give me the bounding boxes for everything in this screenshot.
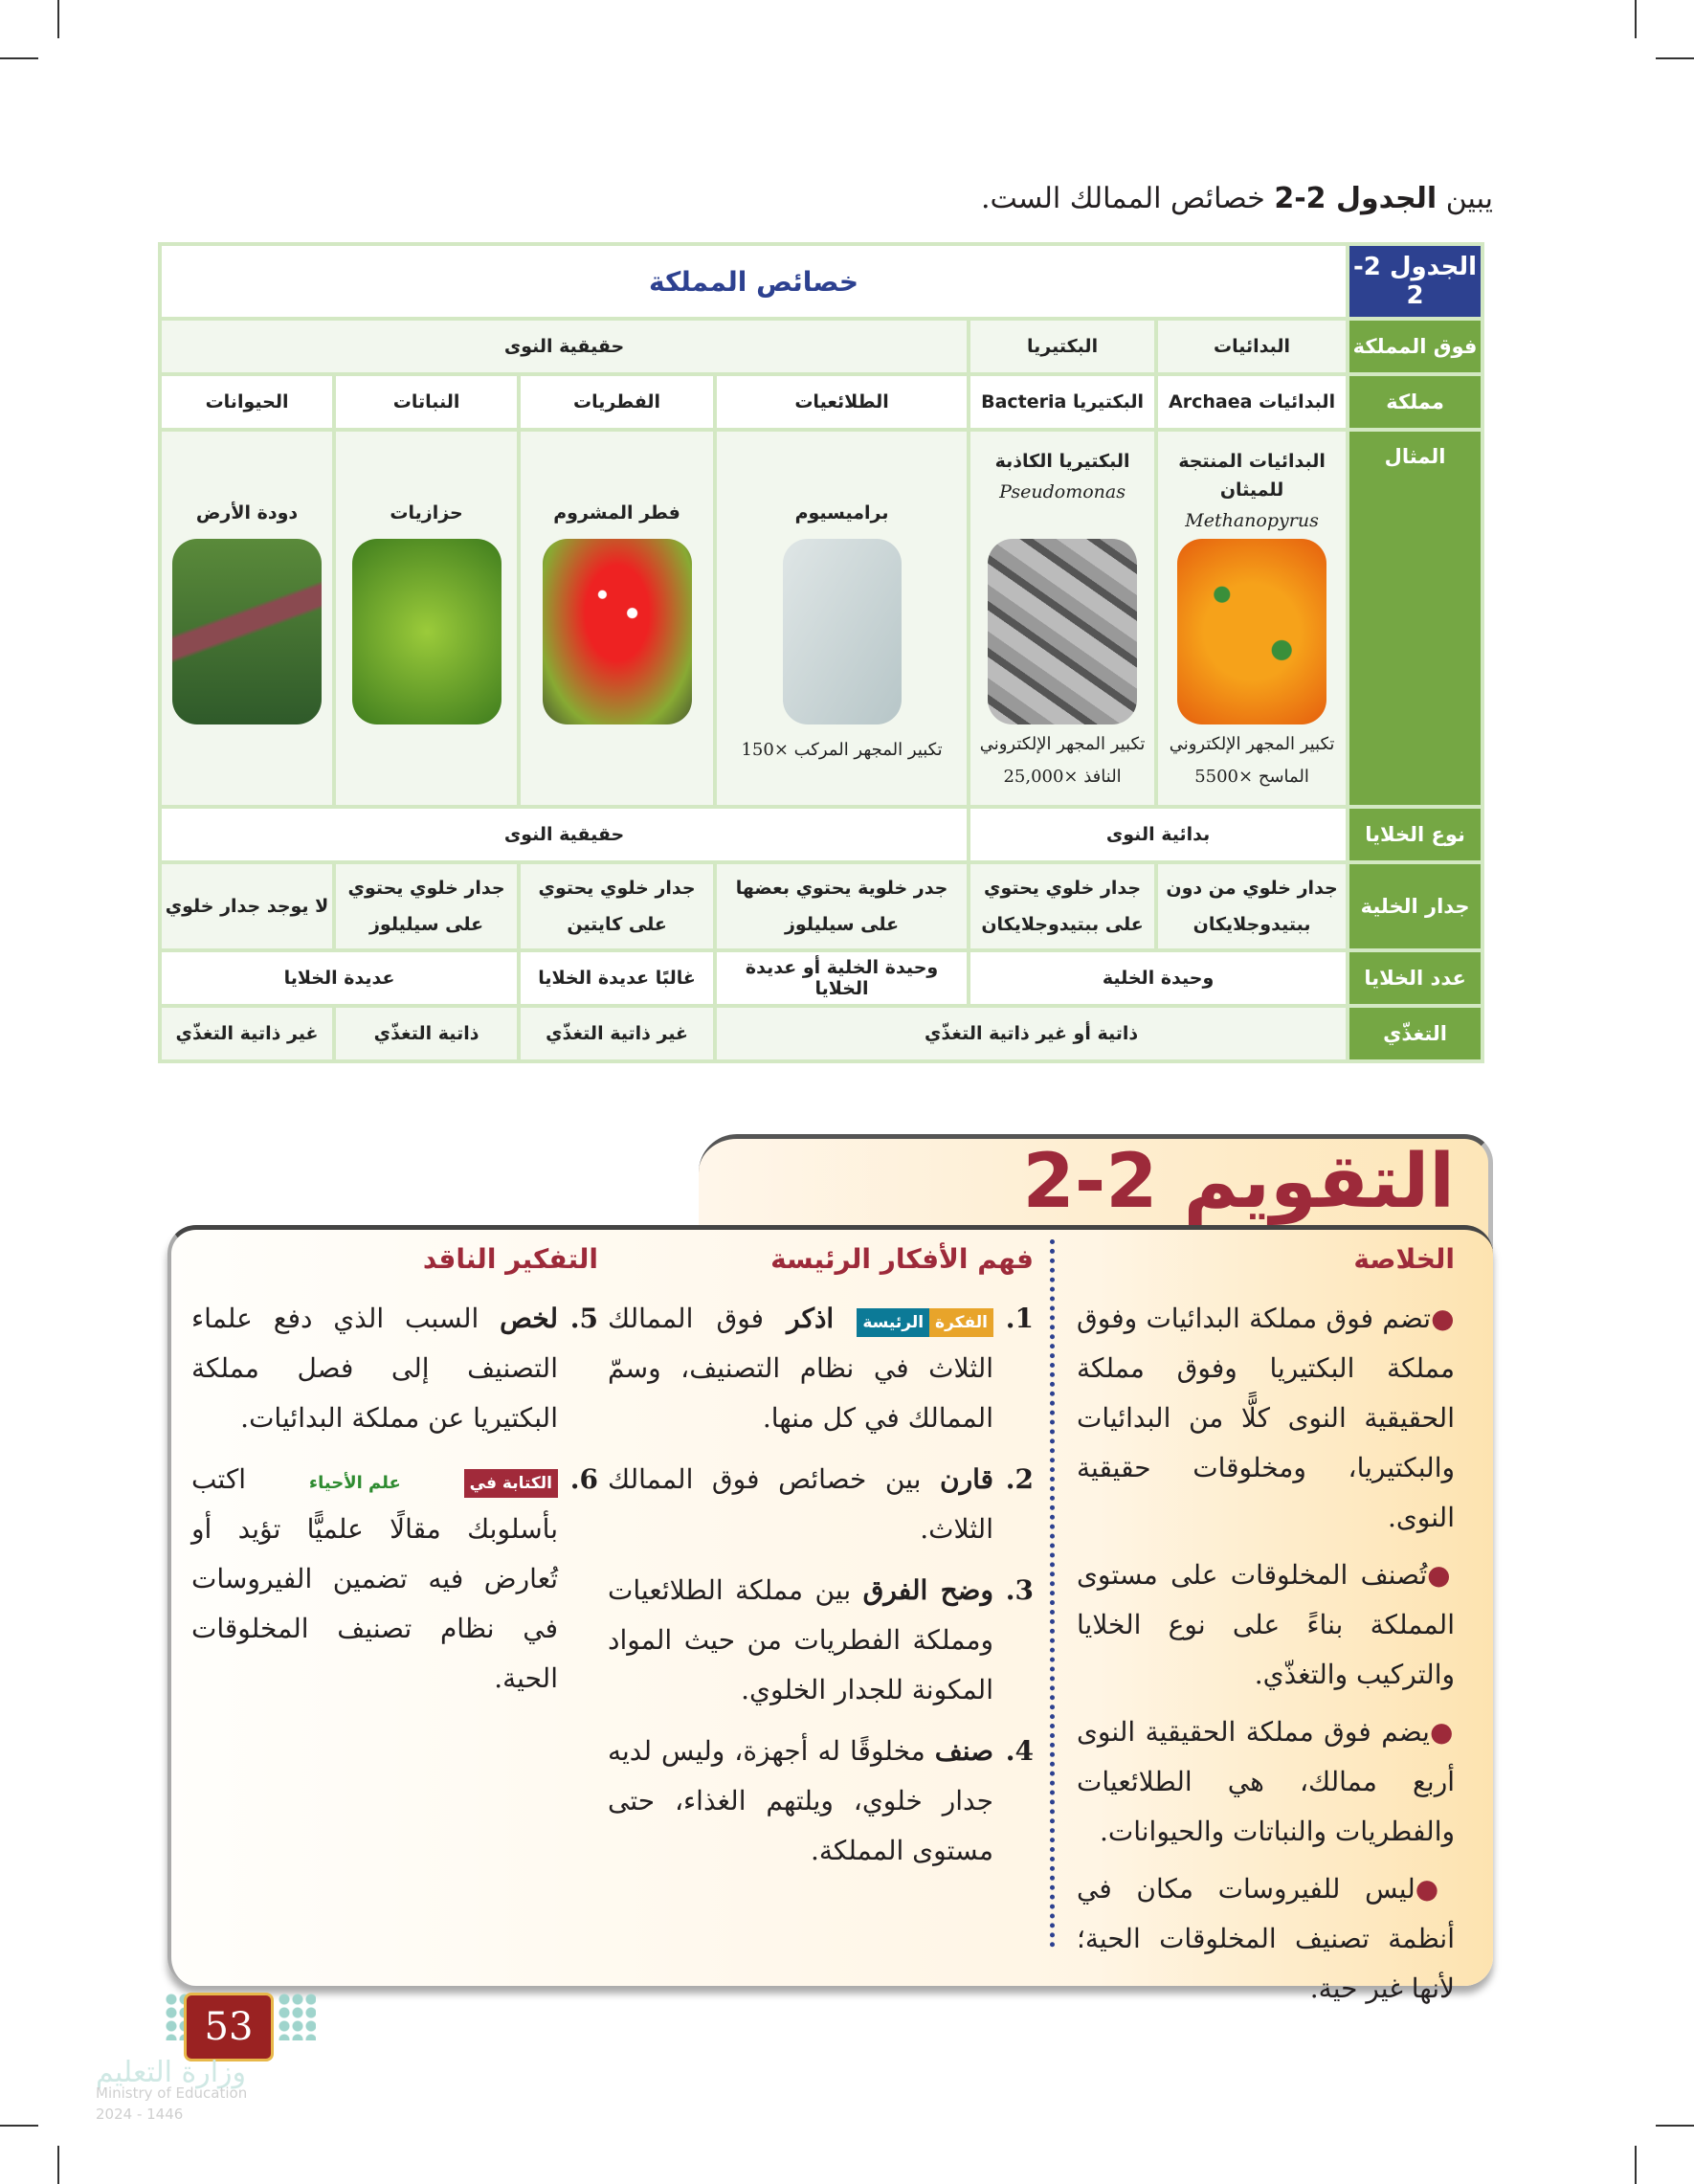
main-idea-badge: الفكرة	[929, 1308, 993, 1337]
pseudomonas-photo	[988, 539, 1137, 724]
ministry-name: Ministry of Education	[96, 2084, 248, 2102]
cell: جدار خلوي يحتوي على ببتيدوجلايكان	[969, 862, 1156, 950]
crop-mark	[1656, 57, 1694, 59]
example-name: البدائيات المنتجة للميثان	[1178, 451, 1326, 501]
cell: غالبًا عديدة الخلايا	[519, 950, 715, 1006]
question-number: 2.	[1005, 1463, 1034, 1495]
main-ideas-heading: فهم الأفكار الرئيسة	[770, 1243, 1034, 1275]
cell: ذاتية أو غير ذاتية التغذّي	[715, 1006, 1348, 1061]
moss-photo	[352, 539, 502, 724]
magnification-caption: تكبير المجهر الإلكتروني النافذ ×25,000	[979, 734, 1146, 787]
cell: الفطريات	[519, 374, 715, 430]
bullet-text: ليس للفيروسات مكان في أنظمة تصنيف المخلوقات الحية؛ لأنها غير حية.	[1077, 1873, 1455, 2004]
crop-mark	[57, 2146, 59, 2184]
example-cell	[160, 430, 334, 807]
example-name: براميسيوم	[794, 502, 889, 524]
magnification-caption: تكبير المجهر المركب ×150	[741, 740, 943, 760]
assessment-section	[167, 1134, 1493, 2004]
ministry-logo-text: وزارة التعليم	[96, 2056, 247, 2089]
bullet-text: تضم فوق مملكة البدائيات وفوق مملكة البكتيريا وفوق مملكة الحقيقية النوى كلًّا من البدائيات والبكتيريا، ومخلوقات حقيقية النوى.	[1077, 1303, 1455, 1533]
cell: جدار خلوي يحتوي على سيليلوز	[334, 862, 519, 950]
summary-bullet: ●تضم فوق مملكة البدائيات وفوق مملكة البكتيريا وفوق مملكة الحقيقية النوى كلًّا من البدائيات والبكتيريا، ومخلوقات حقيقية النوى.	[1077, 1303, 1455, 1533]
example-scientific-name: Methanopyrus	[1185, 510, 1319, 531]
example-scientific-name: Pseudomonas	[999, 481, 1126, 502]
edition-year: 2024 - 1446	[96, 2106, 184, 2123]
cell: غير ذاتية التغذّي	[160, 1006, 334, 1061]
summary-bullet: ●ليس للفيروسات مكان في أنظمة تصنيف المخلوقات الحية؛ لأنها غير حية.	[1077, 1873, 1455, 2004]
cell: عديدة الخلايا	[160, 950, 519, 1006]
cell: الطلائعيات	[715, 374, 969, 430]
intro-text: خصائص الممالك الست.	[980, 182, 1275, 215]
critical-thinking-column	[191, 1235, 598, 1715]
example-name: البكتيريا الكاذبة	[994, 451, 1130, 472]
cell: غير ذاتية التغذّي	[519, 1006, 715, 1061]
summary-heading: الخلاصة	[1353, 1243, 1455, 1275]
cell: البدائيات	[1156, 319, 1348, 374]
row-label-nutrition: التغذّي	[1348, 1006, 1482, 1061]
intro-text: يبين	[1437, 182, 1493, 215]
main-idea-badge: الرئيسة	[857, 1308, 929, 1337]
question-text: بين خصائص فوق الممالك الثلاث.	[608, 1463, 993, 1545]
cell: البكتيريا Bacteria	[969, 374, 1156, 430]
example-name: حزازيات	[390, 502, 463, 524]
crop-mark	[1656, 2125, 1694, 2127]
question-verb: لخص	[500, 1303, 558, 1334]
table-title: خصائص المملكة	[160, 244, 1348, 319]
crop-mark	[57, 0, 59, 38]
example-name: دودة الأرض	[195, 502, 299, 524]
row-label-cell-type: نوع الخلايا	[1348, 807, 1482, 862]
page-number: 53	[184, 1993, 274, 2061]
earthworm-photo	[172, 539, 322, 724]
question-number: 5.	[569, 1303, 598, 1334]
table-label: الجدول 2-2	[1348, 244, 1482, 319]
question	[608, 1294, 1034, 1443]
magnification-caption: تكبير المجهر الإلكتروني الماسح ×5500	[1169, 734, 1335, 787]
crop-mark	[1635, 2146, 1637, 2184]
cell: جدار خلوي يحتوي على كايتين	[519, 862, 715, 950]
summary-bullet: ●تُصنف المخلوقات على مستوى المملكة بناءً على نوع الخلايا والتركيب والتغذّي.	[1077, 1559, 1455, 1690]
row-label-wall: جدار الخلية	[1348, 862, 1482, 950]
crop-mark	[1635, 0, 1637, 38]
intro-sentence	[981, 182, 1493, 215]
cell: الحيوانات	[160, 374, 334, 430]
example-cell	[334, 430, 519, 807]
cell: حقيقية النوى	[160, 807, 969, 862]
row-label-example: المثال	[1348, 430, 1482, 807]
cell: النباتات	[334, 374, 519, 430]
column-divider	[1050, 1239, 1055, 1948]
question-text: مخلوقًا له أجهزة، وليس لديه جدار خلوي، ويلتهم الغذاء، حتى مستوى المملكة.	[608, 1735, 993, 1866]
cell: بدائية النوى	[969, 807, 1348, 862]
question-number: 3.	[1005, 1574, 1034, 1606]
question-text: فوق الممالك الثلاث في نظام التصنيف، وسمّ الممالك في كل منها.	[608, 1303, 993, 1434]
question	[191, 1294, 598, 1443]
paramecium-photo	[783, 539, 902, 724]
question-text: السبب الذي دفع علماء التصنيف إلى فصل مملكة البكتيريا عن مملكة البدائيات.	[191, 1303, 558, 1434]
question-verb: وضح الفرق	[862, 1574, 993, 1606]
main-ideas-column	[608, 1235, 1034, 1887]
row-label-kingdom: مملكة	[1348, 374, 1482, 430]
crop-mark	[0, 2125, 38, 2127]
example-cell	[715, 430, 969, 807]
summary-bullet: ●يضم فوق مملكة الحقيقية النوى أربع ممالك، هي الطلائعيات والفطريات والنباتات والحيوانات.	[1077, 1716, 1455, 1847]
cell: ذاتية التغذّي	[334, 1006, 519, 1061]
cell: وحيدة الخلية	[969, 950, 1348, 1006]
question	[608, 1455, 1034, 1554]
example-cell	[1156, 430, 1348, 807]
question-number: 4.	[1005, 1735, 1034, 1767]
assessment-title: التقويم 2-2	[1022, 1139, 1455, 1225]
methanopyrus-photo	[1177, 539, 1326, 724]
question-verb: صنف	[934, 1735, 993, 1767]
cell: جدار خلوي من دون ببتيدوجلايكان	[1156, 862, 1348, 950]
cell: وحيدة الخلية أو عديدة الخلايا	[715, 950, 969, 1006]
logo-dots	[278, 1993, 316, 2040]
bullet-text: يضم فوق مملكة الحقيقية النوى أربع ممالك، هي الطلائعيات والفطريات والنباتات والحيوانات.	[1077, 1716, 1455, 1847]
crop-mark	[0, 57, 38, 59]
biology-badge: علم الأحياء	[308, 1473, 401, 1493]
question	[191, 1455, 598, 1704]
cell: حقيقية النوى	[160, 319, 969, 374]
cell: جدر خلوية يحتوي بعضها على سيليلوز	[715, 862, 969, 950]
question-text: بين مملكة الطلائعيات ومملكة الفطريات من حيث المواد المكونة للجدار الخلوي.	[608, 1574, 993, 1705]
question-number: 6.	[569, 1463, 598, 1495]
summary-column	[1077, 1235, 1455, 2021]
mushroom-photo	[543, 539, 692, 724]
row-label-count: عدد الخلايا	[1348, 950, 1482, 1006]
bullet-text: تُصنف المخلوقات على مستوى المملكة بناءً على نوع الخلايا والتركيب والتغذّي.	[1077, 1559, 1455, 1690]
question-verb: اذكر	[787, 1303, 835, 1334]
example-cell	[519, 430, 715, 807]
cell: لا يوجد جدار خلوي	[160, 862, 334, 950]
question	[608, 1566, 1034, 1715]
question-verb: قارن	[940, 1463, 993, 1495]
question	[608, 1727, 1034, 1876]
kingdoms-table	[158, 242, 1484, 1063]
cell: البدائيات Archaea	[1156, 374, 1348, 430]
row-label-super: فوق المملكة	[1348, 319, 1482, 374]
writing-badge: الكتابة في	[464, 1469, 558, 1498]
example-cell	[969, 430, 1156, 807]
question-text: اكتب بأسلوبك مقالًا علميًّا تؤيد أو تُعارض فيه تضمين الفيروسات في نظام تصنيف المخلوقات الحية.	[191, 1463, 558, 1694]
question-number: 1.	[1005, 1303, 1034, 1334]
cell: البكتيريا	[969, 319, 1156, 374]
example-name: فطر المشروم	[553, 502, 680, 524]
intro-table-ref: الجدول 2-2	[1274, 182, 1438, 215]
critical-heading: التفكير الناقد	[422, 1243, 598, 1275]
